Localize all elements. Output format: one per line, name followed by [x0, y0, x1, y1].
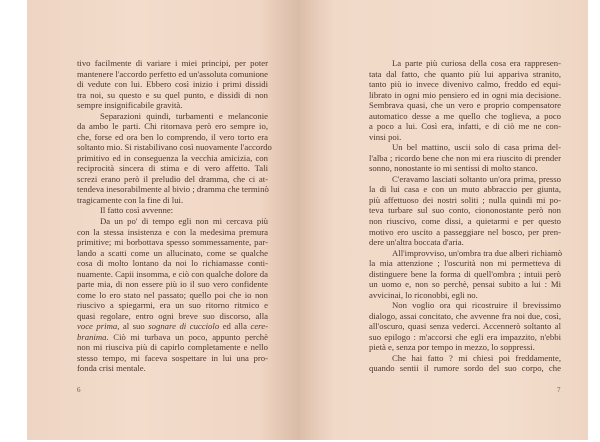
text-line	[369, 332, 561, 343]
italic-text: branima	[77, 331, 107, 342]
text-segment: sonno, nonostante io mi sentissi di molto stanco.	[369, 163, 538, 174]
text-line	[77, 363, 268, 374]
text-segment: un uomo e, non so perchè, pensai subito a lui : Mi	[369, 279, 561, 290]
text-line	[369, 258, 561, 269]
text-line	[369, 216, 561, 227]
right-page	[300, 0, 588, 440]
text-segment: Non voglio ora qui ricostruire il brevissimo	[392, 300, 561, 311]
text-line	[77, 132, 268, 143]
text-line	[369, 58, 561, 69]
text-segment: mantenere l'accordo perfetto ed un'assoluta comunione	[77, 68, 268, 79]
text-segment: C'eravamo lasciati soltanto un'ora prima, presso	[392, 173, 561, 184]
text-line	[77, 342, 268, 353]
text-segment: tanto più io invece divenivo calmo, freddo ed equi-	[369, 79, 561, 90]
text-segment: con la stessa insistenza e con la medesima premura	[77, 226, 268, 237]
text-line	[77, 58, 268, 69]
text-line	[369, 121, 561, 132]
text-line	[369, 290, 561, 301]
text-segment: vinsi poi.	[369, 131, 402, 142]
text-segment: primitive; mi borbottava spesso sommessamente, par-	[77, 237, 268, 248]
text-segment: riuscivo a spiegarmi, era un suo ritorno ritmico e	[77, 300, 268, 311]
text-segment: distinguere bene la forma di quell'ombra ; intuii però	[369, 268, 561, 279]
text-line	[369, 100, 561, 111]
text-line	[77, 79, 268, 90]
text-segment: non mi riusciva più di capirlo completamente e nello	[77, 342, 268, 353]
text-line	[77, 311, 268, 322]
text-line	[77, 321, 268, 332]
text-line	[369, 311, 561, 322]
left-page-number: 6	[77, 386, 81, 394]
text-line	[77, 121, 268, 132]
text-segment: ed alla	[219, 321, 251, 332]
text-segment: Che hai fatto ? mi chiesi poi freddamente,	[392, 352, 561, 363]
text-segment: dere un'altra boccata d'aria.	[369, 237, 464, 248]
left-page	[27, 0, 300, 440]
text-segment: tendeva inesorabilmente al bivio ; dramma che terminò	[77, 184, 269, 195]
text-line	[369, 363, 561, 374]
text-line	[369, 353, 561, 364]
text-segment: di vedute con lui. Ebbero così inizio i primi dissidi	[77, 79, 268, 90]
text-segment: che, forse ed ora ben lo comprendo, il vero torto era	[77, 131, 268, 142]
text-segment: a poco a lui. Così era, infatti, e di ciò me ne con-	[369, 121, 561, 132]
text-segment: Il fatto così avvenne:	[100, 205, 174, 216]
text-line	[77, 353, 268, 364]
text-line	[369, 279, 561, 290]
book-spread	[27, 0, 588, 440]
text-line	[77, 227, 268, 238]
text-line	[77, 90, 268, 101]
text-line	[369, 153, 561, 164]
text-line	[369, 205, 561, 216]
text-segment: come lo ero stato nel passato; quello poi che io non	[77, 289, 268, 300]
text-line	[77, 195, 268, 206]
text-segment: dialogo, assai concitato, che avvenne fra noi due, così,	[369, 310, 561, 321]
text-line	[77, 248, 268, 259]
text-segment: lando a scatti come un allucinato, come se qualche	[77, 247, 268, 258]
text-line	[369, 132, 561, 143]
text-segment: sempre insignificabile gravità.	[77, 100, 183, 111]
text-line	[77, 279, 268, 290]
text-segment: Un bel mattino, uscii solo di casa prima del-	[392, 142, 561, 153]
text-segment: quando sentii il rumore sordo del suo corpo, che	[369, 363, 561, 374]
text-line	[369, 163, 561, 174]
text-segment: La parte più curiosa della cosa era rappresen-	[392, 58, 561, 68]
text-segment: la di lui casa e con un muto abbraccio per giunta,	[369, 184, 561, 195]
italic-text: voce prima	[77, 321, 118, 332]
text-segment: all'oscuro, quasi senza vederci. Accennerò soltanto al	[369, 321, 561, 332]
text-segment: stesso tempo, mi faceva sospettare in lui una pro-	[77, 352, 268, 363]
text-line	[369, 90, 561, 101]
text-segment: l'alba ; ricordo bene che non mi era riuscito di prender	[369, 152, 561, 163]
text-segment: più affettuoso dei nostri soliti ; nulla quindi mi po-	[369, 194, 561, 205]
text-segment: screzi erano però il preludio del dramma, che ci at-	[77, 173, 268, 184]
text-line	[77, 184, 268, 195]
right-page-text	[369, 58, 561, 374]
text-line	[369, 79, 561, 90]
text-line	[77, 69, 268, 80]
text-line	[77, 205, 268, 216]
italic-text: cere-	[250, 321, 268, 332]
text-line	[369, 174, 561, 185]
text-segment: Separazioni quindi, turbamenti e melanconie	[100, 110, 268, 121]
text-segment: Da un po' di tempo egli non mi cercava più	[100, 215, 268, 226]
text-segment: tata dal fatto, che quanto più lui appariva stranito,	[369, 68, 561, 79]
left-page-text	[77, 58, 272, 374]
text-segment: primitivo ed in conseguenza la vecchia amicizia, con	[77, 152, 268, 163]
text-segment: quasi regolare, entro ogni breve suo discorso, alla	[77, 310, 268, 321]
text-line	[77, 100, 268, 111]
text-line	[369, 248, 561, 259]
text-line	[369, 111, 561, 122]
text-segment: librato in ogni mio pensiero ed in ogni mia decisione.	[369, 89, 561, 100]
text-segment: , al suo	[117, 321, 149, 332]
text-segment: reciprocità sincera di stima e di vero affetto. Tali	[77, 163, 268, 174]
text-line	[77, 258, 268, 269]
italic-text: sognare di cucciolo	[148, 321, 220, 332]
text-line	[77, 269, 268, 280]
text-line	[77, 153, 268, 164]
text-line	[369, 321, 561, 332]
text-line	[369, 184, 561, 195]
text-line	[77, 300, 268, 311]
text-segment: tivo facilmente di variare i miei principi, per poter	[77, 58, 268, 68]
text-segment: la mia attenzione ; l'oscurità non mi permetteva di	[369, 258, 561, 269]
text-segment: suo epilogo : m'accorsi che egli era impazzito, n'ebbi	[369, 331, 561, 342]
text-segment: non riuscivo, come dissi, a quietarmi e per questo	[369, 215, 561, 226]
text-line	[369, 195, 561, 206]
text-segment: . Ciò mi turbava un poco, appunto perchè	[106, 331, 268, 342]
text-segment: soltanto mio. Si ristabilivano così nuovamente l'accordo	[77, 142, 272, 153]
right-page-number: 7	[557, 386, 561, 394]
text-segment: tra noi, su questo e su quel punto, e dissidi di non	[77, 89, 268, 100]
text-segment: pietà e, senza por tempo in mezzo, lo soppressi.	[369, 342, 535, 353]
text-segment: motivo ero uscito a passeggiare nel bosco, per pren-	[369, 226, 561, 237]
text-line	[77, 163, 268, 174]
text-segment: fonda crisi mentale.	[77, 363, 146, 374]
text-line	[77, 237, 268, 248]
text-segment: Sembrava quasi, che un vero e proprio compensatore	[369, 100, 561, 111]
text-line	[77, 174, 268, 185]
text-line	[77, 111, 268, 122]
text-segment: cosa di molto lontano da noi lo richiamasse conti-	[77, 258, 268, 269]
text-line	[369, 269, 561, 280]
text-segment: automatico desse a me quello che toglieva, a poco	[369, 110, 561, 121]
text-line	[77, 142, 272, 153]
text-line	[369, 142, 561, 153]
text-line	[369, 227, 561, 238]
text-segment: da ambo le parti. Chi ritornava però ero sempre io,	[77, 121, 268, 132]
text-segment: teva turbare sul suo conto, ciononostante però non	[369, 205, 561, 216]
text-line	[369, 237, 561, 248]
text-segment: parte mia, di non essere più io il suo vero confidente	[77, 279, 268, 290]
text-line	[77, 332, 268, 343]
text-segment: tragicamente con la fine di lui.	[77, 194, 184, 205]
text-line	[369, 69, 561, 80]
text-line	[77, 216, 268, 227]
text-line	[369, 300, 561, 311]
text-line	[77, 290, 268, 301]
text-segment: avvicinai, lo riconobbi, egli no.	[369, 289, 478, 300]
text-segment: nuamente. Capii insomma, e ciò con qualche dolore da	[77, 268, 268, 279]
text-line	[369, 342, 561, 353]
text-segment: All'improvviso, un'ombra tra due alberi richiamò	[392, 247, 563, 258]
